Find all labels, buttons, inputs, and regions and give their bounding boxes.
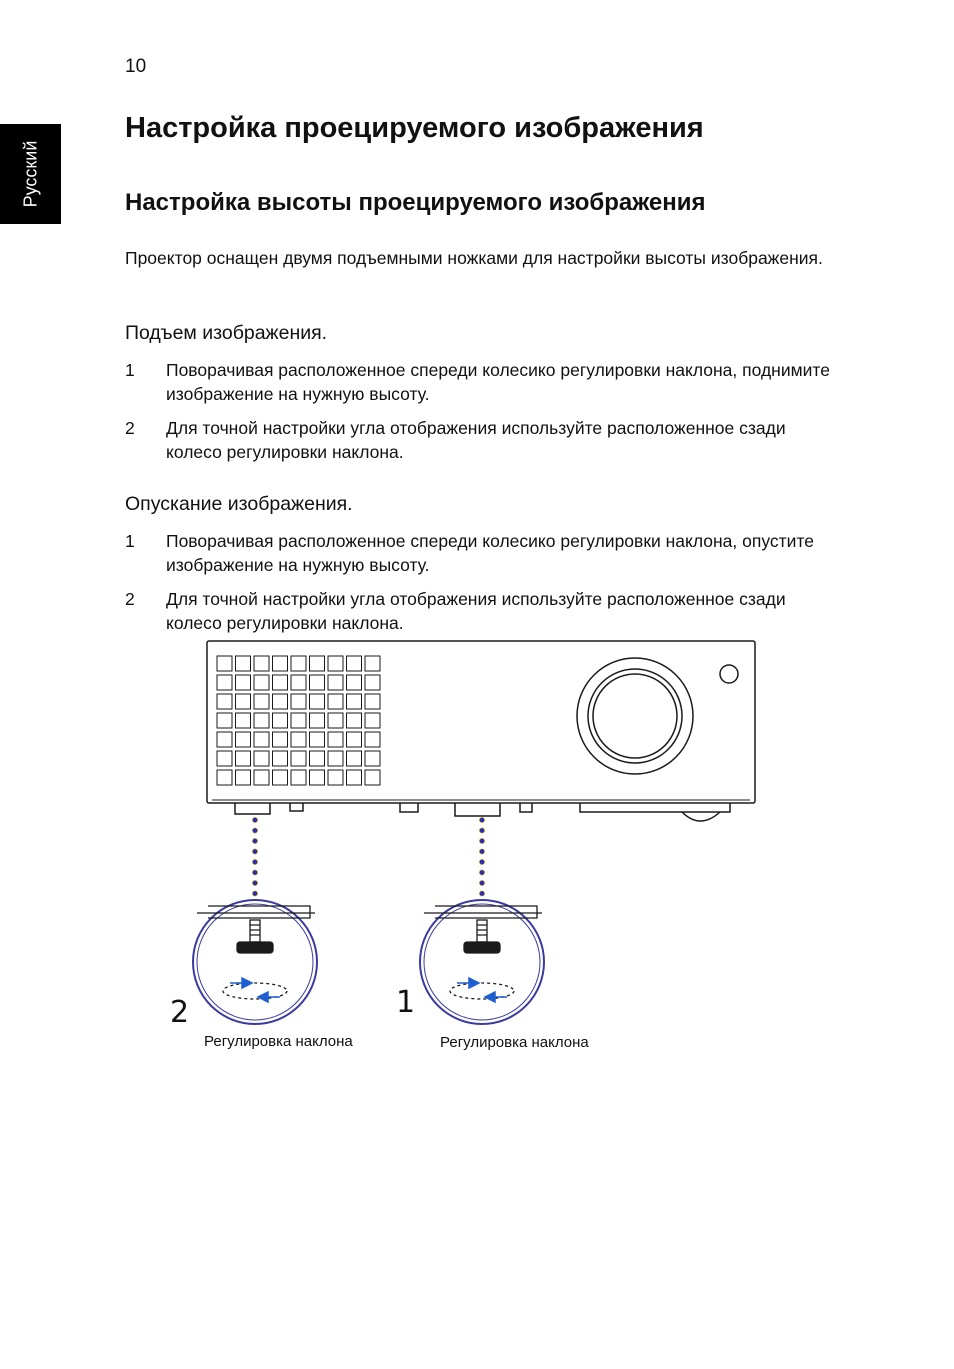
step-text: Для точной настройки угла отображения используйте расположенное сзади колесо регулировки наклона.	[166, 418, 786, 462]
vent-slot	[291, 732, 306, 747]
lens-middle	[588, 669, 682, 763]
vent-slot	[273, 694, 288, 709]
raise-steps-list	[125, 358, 845, 474]
connector-dot	[479, 891, 484, 896]
vent-slot	[328, 694, 343, 709]
vent-slot	[217, 694, 232, 709]
vent-slot	[291, 770, 306, 785]
callout-number-right: 1	[396, 985, 416, 1020]
lower-steps-list	[125, 529, 845, 645]
front-foot-housing	[455, 803, 500, 816]
connector-dot	[479, 880, 484, 885]
vent-slot	[273, 751, 288, 766]
front-foot-detail-circle	[420, 900, 544, 1024]
connector-dot	[479, 870, 484, 875]
connector-dot	[252, 849, 257, 854]
connector-dot	[252, 880, 257, 885]
vent-slot	[310, 770, 325, 785]
vent-slot	[365, 732, 380, 747]
vent-slot	[273, 675, 288, 690]
vent-slot	[347, 713, 362, 728]
vent-slot	[291, 751, 306, 766]
vent-slot	[310, 675, 325, 690]
connector-dot	[252, 891, 257, 896]
vent-slot	[254, 770, 269, 785]
vent-slot	[236, 675, 251, 690]
vent-slot	[347, 751, 362, 766]
step-text: Поворачивая расположенное спереди колесико регулировки наклона, опустите изображение на нужную высоту.	[166, 531, 814, 575]
vent-slot	[347, 770, 362, 785]
vent-slot	[328, 675, 343, 690]
section-title: Настройка высоты проецируемого изображения	[125, 189, 706, 216]
vent-slot	[273, 770, 288, 785]
vent-slot	[328, 732, 343, 747]
vent-slot	[310, 732, 325, 747]
connector-dot	[252, 838, 257, 843]
front-foot-caption: Регулировка наклона	[440, 1034, 589, 1051]
vent-slot	[328, 751, 343, 766]
list-item	[125, 416, 845, 464]
vent-slot	[347, 732, 362, 747]
vent-grid	[217, 656, 380, 785]
step-text: Поворачивая расположенное спереди колесико регулировки наклона, поднимите изображение на нужную высоту.	[166, 360, 830, 404]
vent-slot	[217, 675, 232, 690]
step-number: 2	[125, 418, 135, 438]
list-item	[125, 587, 845, 635]
projector-body	[207, 641, 755, 803]
language-tab-label: Русский	[20, 140, 40, 208]
connector-dot	[252, 870, 257, 875]
vent-slot	[310, 713, 325, 728]
raise-heading: Подъем изображения.	[125, 322, 328, 344]
lens-outer	[577, 658, 693, 774]
vent-slot	[365, 675, 380, 690]
vent-slot	[217, 713, 232, 728]
vent-slot	[347, 675, 362, 690]
vent-slot	[254, 732, 269, 747]
page-title: Настройка проецируемого изображения	[125, 112, 704, 144]
step-number: 2	[125, 589, 135, 609]
lens-inner	[593, 674, 677, 758]
vent-slot	[273, 656, 288, 671]
connector-dot	[479, 838, 484, 843]
rear-foot-housing	[235, 803, 270, 814]
list-item	[125, 529, 845, 577]
vent-slot	[365, 713, 380, 728]
vent-slot	[236, 713, 251, 728]
rear-foot-detail-circle	[193, 900, 317, 1024]
vent-slot	[310, 656, 325, 671]
vent-slot	[291, 656, 306, 671]
connector-dot	[252, 828, 257, 833]
vent-slot	[310, 751, 325, 766]
intro-paragraph: Проектор оснащен двумя подъемными ножками для настройки высоты изображения.	[125, 248, 823, 268]
vent-slot	[254, 713, 269, 728]
vent-slot	[291, 694, 306, 709]
projector-tilt-illustration	[160, 636, 780, 1066]
vent-slot	[273, 713, 288, 728]
rear-foot-caption: Регулировка наклона	[204, 1033, 353, 1050]
page-number: 10	[125, 56, 147, 77]
language-tab	[0, 124, 61, 224]
step-number: 1	[125, 531, 135, 551]
vent-slot	[273, 732, 288, 747]
list-item	[125, 358, 845, 406]
vent-slot	[254, 656, 269, 671]
vent-slot	[254, 751, 269, 766]
rear-foot-connector-dots	[252, 817, 257, 896]
vent-slot	[254, 675, 269, 690]
vent-slot	[328, 656, 343, 671]
vent-slot	[236, 770, 251, 785]
vent-slot	[236, 656, 251, 671]
vent-slot	[347, 656, 362, 671]
front-foot-connector-dots	[479, 817, 484, 896]
vent-slot	[217, 770, 232, 785]
vent-slot	[328, 770, 343, 785]
ir-sensor	[720, 665, 738, 683]
vent-slot	[328, 713, 343, 728]
connector-dot	[252, 817, 257, 822]
vent-slot	[291, 713, 306, 728]
connector-dot	[479, 817, 484, 822]
callout-number-left: 2	[170, 995, 190, 1030]
vent-slot	[365, 770, 380, 785]
connector-dot	[252, 859, 257, 864]
connector-dot	[479, 849, 484, 854]
vent-slot	[254, 694, 269, 709]
connector-dot	[479, 828, 484, 833]
connector-dot	[479, 859, 484, 864]
vent-slot	[365, 656, 380, 671]
vent-slot	[236, 751, 251, 766]
vent-slot	[236, 732, 251, 747]
vent-slot	[365, 694, 380, 709]
vent-slot	[236, 694, 251, 709]
vent-slot	[365, 751, 380, 766]
vent-slot	[217, 751, 232, 766]
vent-slot	[347, 694, 362, 709]
projector-diagram	[160, 636, 780, 1066]
vent-slot	[217, 656, 232, 671]
vent-slot	[310, 694, 325, 709]
lower-heading: Опускание изображения.	[125, 493, 353, 515]
step-text: Для точной настройки угла отображения используйте расположенное сзади колесо регулировки наклона.	[166, 589, 786, 633]
step-number: 1	[125, 360, 135, 380]
vent-slot	[291, 675, 306, 690]
vent-slot	[217, 732, 232, 747]
